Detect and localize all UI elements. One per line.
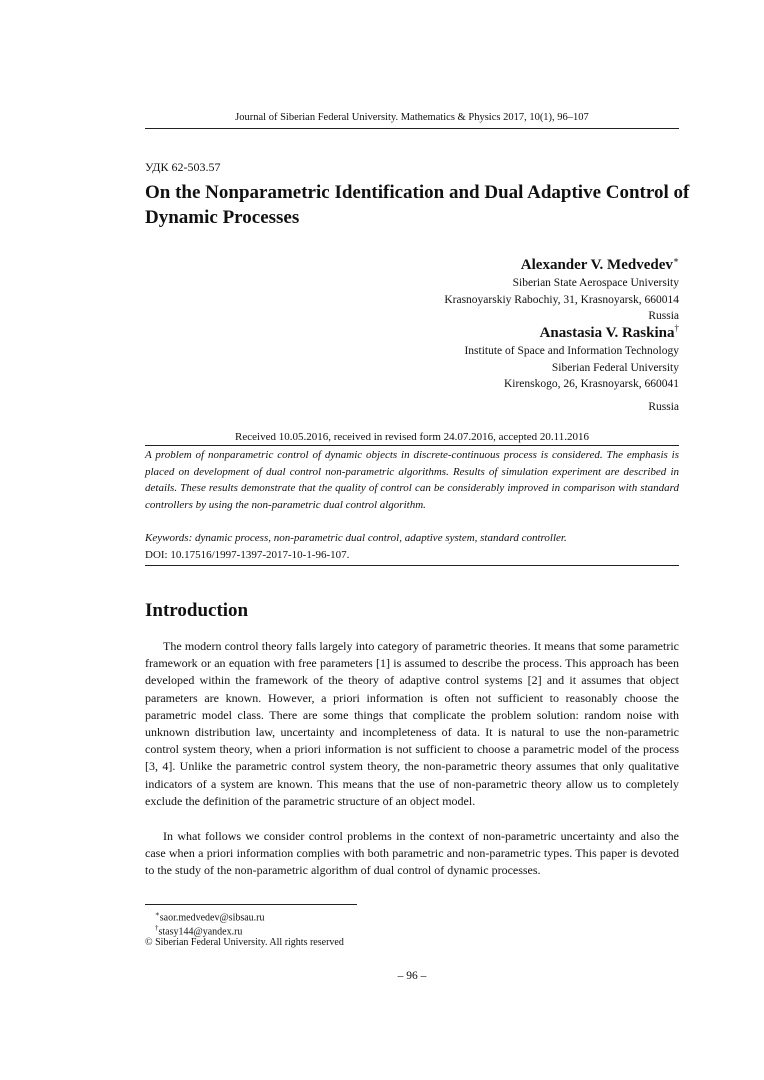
affiliation-line: Russia: [648, 310, 679, 322]
author-mark: ∗: [672, 255, 679, 265]
header-rule: [145, 128, 679, 129]
footnote-mark: ∗: [155, 910, 160, 918]
author-name: [444, 250, 679, 275]
author-name-text: Alexander V. Medvedev: [520, 257, 673, 273]
footnote-text: stasy144@yandex.ru: [158, 926, 243, 938]
affiliation-line: Kirenskogo, 26, Krasnoyarsk, 660041: [503, 378, 679, 390]
affiliation-line: Siberian Federal University: [551, 361, 679, 374]
affiliation-line: Institute of Space and Information Technology: [464, 345, 679, 357]
author-block-2: [464, 318, 679, 415]
abstract: A problem of nonparametric control of dynamic objects in discrete-continuous process is considered. The emphasis is placed on development of dual control non-parametric algorithms. Results of simulation experiment are described in details. These results demonstrate that the quality of control can be considerably improved in comparison with standard controllers by using the non-parametric dual control algorithm.: [145, 449, 679, 511]
author-mark: †: [674, 323, 679, 333]
footnote-rule: [145, 904, 357, 905]
udk-code: УДК 62-503.57: [145, 160, 221, 174]
copyright-note: © Siberian Federal University. All rights reserved: [145, 937, 344, 948]
paper-title: On the Nonparametric Identification and Dual Adaptive Control of Dynamic Processes: [145, 182, 690, 228]
keywords-text: dynamic process, non-parametric dual control, adaptive system, standard controller.: [195, 532, 567, 544]
affiliation-line: Siberian State Aerospace University: [512, 277, 679, 289]
body-paragraph: In what follows we consider control problems in the context of non-parametric uncertainty and also the case when a priori information complies with both parametric and non-parametric types. This paper is devoted to the study of the non-parametric algorithm of dual control of dynamic processes.: [145, 829, 679, 878]
abstract-bottom-rule: [145, 565, 679, 566]
footnote-text: saor.medvedev@sibsau.ru: [159, 912, 265, 924]
section-title: Introduction: [145, 600, 249, 621]
abstract-top-rule: [145, 445, 679, 446]
received-dates: Received 10.05.2016, received in revised form 24.07.2016, accepted 20.11.2016: [235, 431, 589, 443]
body-paragraph: The modern control theory falls largely into category of parametric theories. It means that some parametric framework or an equation with free parameters [1] is assumed to describe the process. This approach has been developed within the framework of the theory of adaptive control systems [2] and it assumes that object parameters are known. However, a priori information is often not sufficient to reasonably choose the parametric model class. There are some things that complicate the problem solution: random noise with unknown distribution law, uncertainty and incompleteness of data. It is natural to use the non-parametric control system theory, when a priori information is not sufficient to choose a parametric model of the process [3, 4]. Unlike the parametric control system theory, the non-parametric theory assumes that only qualitative indicators of a system are known. This means that the use of non-parametric theory allow us to completely exclude the definition of the parametric structure of an object model.: [145, 639, 679, 808]
keywords-label: Keywords:: [145, 532, 193, 544]
affiliation-line: Russia: [648, 400, 679, 413]
author-name: [464, 318, 679, 343]
footnote-mark: †: [155, 924, 159, 932]
page-number: – 96 –: [397, 970, 427, 982]
author-name-text: Anastasia V. Raskina: [539, 325, 675, 341]
affiliation-line: Krasnoyarskiy Rabochiy, 31, Krasnoyarsk, 660014: [444, 293, 679, 306]
running-head: Journal of Siberian Federal University. Mathematics & Physics 2017, 10(1), 96–107: [235, 112, 589, 123]
keywords-block: [145, 530, 679, 563]
doi: DOI: 10.17516/1997-1397-2017-10-1-96-107.: [145, 548, 350, 561]
author-block-1: [444, 250, 679, 325]
